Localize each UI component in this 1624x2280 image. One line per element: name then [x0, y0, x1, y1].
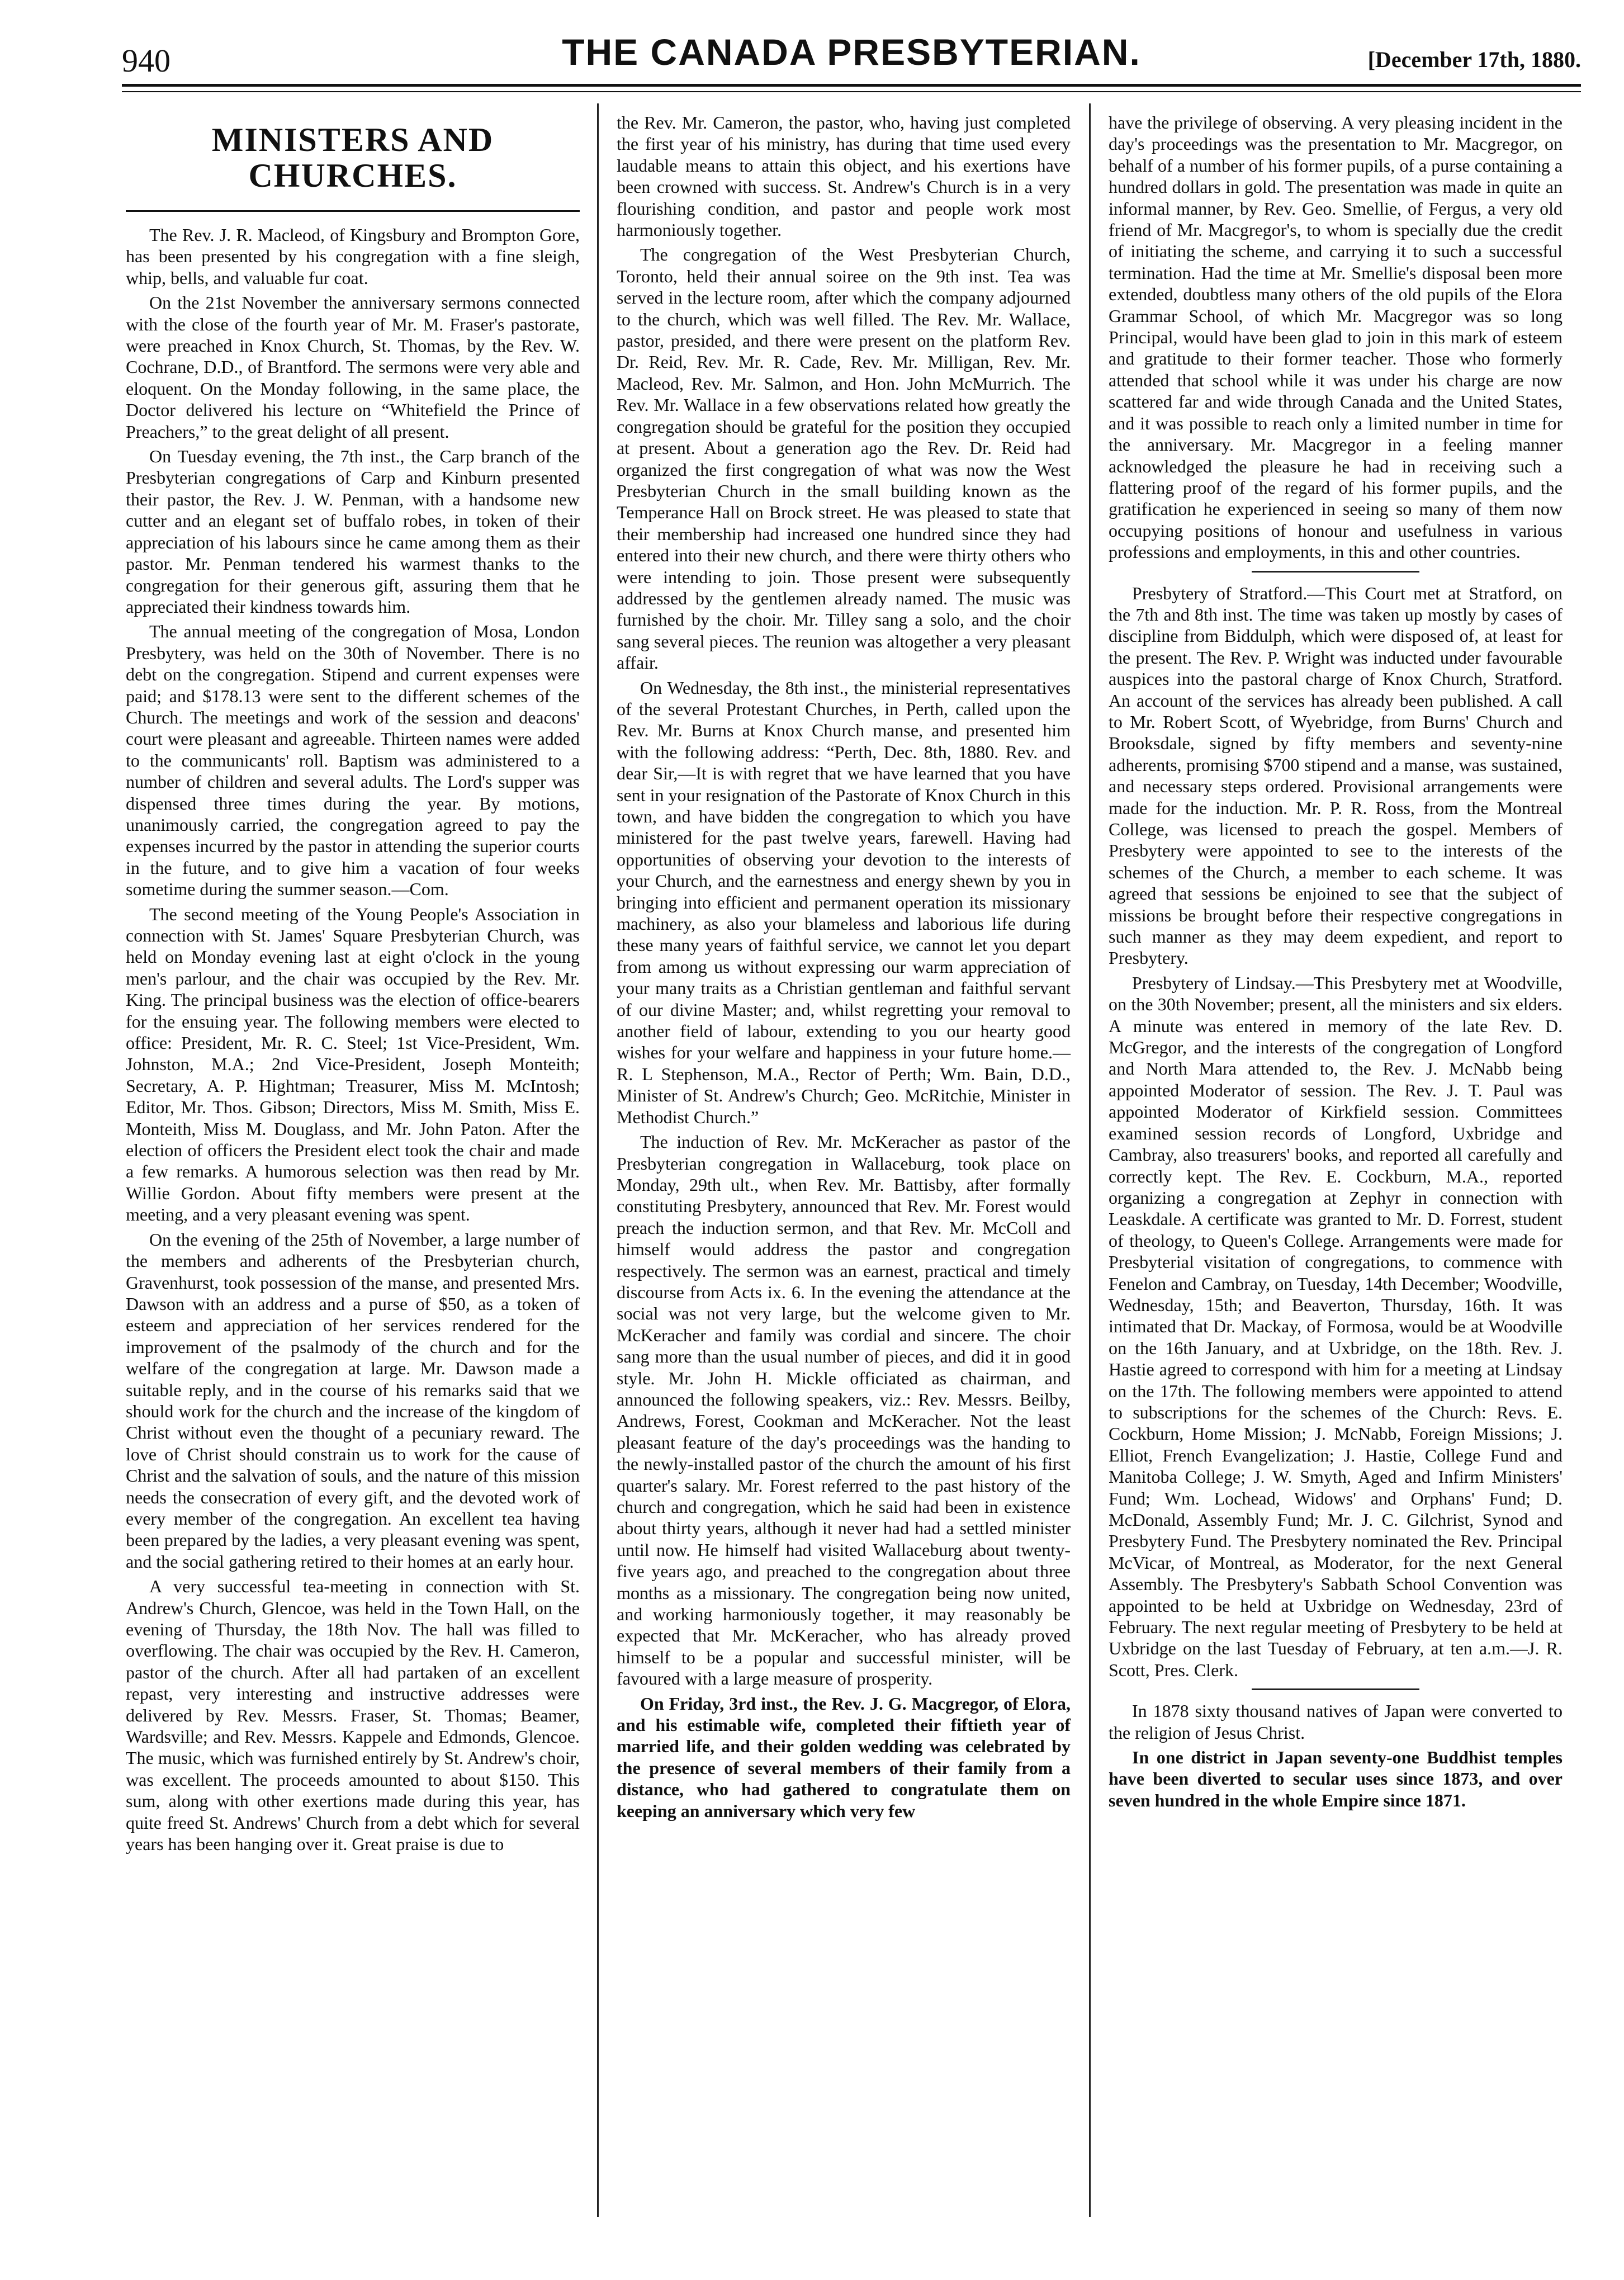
article-paragraph: On Friday, 3rd inst., the Rev. J. G. Macgregor, of Elora, and his estimable wife, completed their fiftieth year of married life, and their golden wedding was celebrated by the presence of several members of their family from a distance, who had gathered to congratulate them on keeping an anniversary which very few: [617, 1693, 1071, 1821]
article-divider: [1252, 571, 1419, 573]
publication-title: THE CANADA PRESBYTERIAN.: [562, 31, 1141, 73]
header-rule: [122, 84, 1581, 87]
article-divider: [1252, 1688, 1419, 1690]
page-header: [122, 31, 1581, 89]
page-number: 940: [122, 42, 171, 79]
news-item: In 1878 sixty thousand natives of Japan were converted to the religion of Jesus Christ.: [1109, 1701, 1563, 1743]
column-divider: [1089, 103, 1091, 2217]
article-paragraph: On Wednesday, the 8th inst., the ministerial representatives of the several Protestant Churches, in Perth, called upon the Rev. Mr. Burns at Knox Church manse, and presented him with the following address: “Perth, Dec. 8th, 1880. Rev. and dear Sir,—It is with regret that we have learned that you have sent in your resignation of the Pastorate of Knox Church in this town, and have bidden the congregation to which you have ministered for the past twelve years, farewell. Having had opportunities of observing your devotion to the interests of your Church, and the earnestness and energy shewn by you in bringing into efficient and permanent operation its missionary machinery, as also your blameless and laborious life during these many years of faithful service, we cannot let you depart from among us without expressing our warm appreciation of your many traits as a Christian gentleman and faithful servant of our divine Master; and, whilst regretting your removal to another field of labour, extending to you our hearty good wishes for your welfare and happiness in your future home.—R. L Stephenson, M.A., Rector of Perth; Wm. Bain, D.D., Minister of St. Andrew's Church; Geo. McRitchie, Minister in Methodist Church.”: [617, 677, 1071, 1127]
article-paragraph: On the 21st November the anniversary sermons connected with the close of the fourth year of Mr. M. Fraser's pastorate, were preached in Knox Church, St. Thomas, by the Rev. W. Cochrane, D.D., of Brantford. The sermons were very able and eloquent. On the Monday following, in the same place, the Doctor delivered his lecture on “Whitefield the Prince of Preachers,” to the great delight of all present.: [126, 292, 580, 442]
news-item: In one district in Japan seventy-one Buddhist temples have been diverted to secular uses since 1873, and over seven hundred in the whole Empire since 1871.: [1109, 1747, 1563, 1810]
presbytery-report: Presbytery of Lindsay.—This Presbytery met at Woodville, on the 30th November; present, all the ministers and six elders. A minute was entered in memory of the late Rev. D. McGregor, and the interests of the congregation of Longford and North Mara attended to, the Rev. J. McNabb being appointed Moderator of session. The Rev. J. T. Paul was appointed Moderator of Kirkfield session. Committees examined session records of Longford, Uxbridge and Cambray, also treasurers' books, and reported all carefully and correctly kept. The Rev. E. Cockburn, M.A., reported organizing a congregation at Zephyr in connection with Leaskdale. A certificate was granted to Mr. D. Forrest, student of theology, to Queen's College. Arrangements were made for Presbyterial visitation of congregations, to commence with Fenelon and Cambray, on Tuesday, 14th December; Woodville, Wednesday, 15th; and Beaverton, Thursday, 16th. It was intimated that Dr. Mackay, of Formosa, would be at Woodville on the 16th January, and at Uxbridge, on the 18th. Rev. J. Hastie agreed to correspond with him for a meeting at Lindsay on the 17th. The following members were appointed to attend to subscriptions for the schemes of the Church: Revs. E. Cockburn, Home Mission; J. McNabb, Foreign Missions; J. Elliot, French Evangelization; J. Hastie, College Fund and Manitoba College; J. W. Smyth, Aged and Infirm Ministers' Fund; Wm. Lochead, Widows' and Orphans' Fund; D. McDonald, Assembly Fund; Mr. J. C. Gilchrist, Synod and Presbytery Fund. The Presbytery nominated the Rev. Principal McVicar, of Montreal, as Moderator, for the next General Assembly. The Presbytery's Sabbath School Convention was appointed to be held at Uxbridge on Wednesday, 23rd of February. The next regular meeting of Presbytery to be held at Uxbridge on the last Tuesday of February, at ten a.m.—J. R. Scott, Pres. Clerk.: [1109, 972, 1563, 1680]
issue-date: [December 17th, 1880.: [1367, 47, 1581, 72]
article-paragraph: The second meeting of the Young People's Association in connection with St. James' Square Presbyterian Church, was held on Monday evening last at eight o'clock in the young men's parlour, and the chair was occupied by the Rev. Mr. King. The principal business was the election of office-bearers for the ensuing year. The following members were elected to office: President, Mr. R. C. Steel; 1st Vice-President, Wm. Johnston, M.A.; 2nd Vice-President, Joseph Monteith; Secretary, A. P. Hightman; Treasurer, Miss M. McIntosh; Editor, Mr. Thos. Gibson; Directors, Miss M. Smith, Miss E. Monteith, Miss M. Douglass, and Mr. John Paton. After the election of officers the President elect took the chair and made a few remarks. A humorous selection was then read by Mr. Willie Gordon. About fifty members were present at the meeting, and a very pleasant evening was spent.: [126, 904, 580, 1225]
article-paragraph: On Tuesday evening, the 7th inst., the Carp branch of the Presbyterian congregations of Carp and Kinburn presented their pastor, the Rev. J. W. Penman, with a handsome new cutter and an elegant set of buffalo robes, in token of their appreciation of his labours since he came among them as their pastor. Mr. Penman tendered his warmest thanks to the congregation for their generous gift, assuring them that he appreciated their kindness towards him.: [126, 446, 580, 617]
section-title: MINISTERS AND CHURCHES.: [211, 121, 494, 194]
column-3: [1109, 112, 1563, 1814]
article-paragraph: A very successful tea-meeting in connection with St. Andrew's Church, Glencoe, was held in the Town Hall, on the evening of Thursday, the 18th Nov. The hall was filled to overflowing. The chair was occupied by the Rev. H. Cameron, pastor of the church. After all had partaken of an excellent repast, very interesting and instructive addresses were delivered by Rev. Messrs. Fraser, St. Thomas; Beamer, Wardsville; and Rev. Messrs. Kappele and Edmonds, Glencoe. The music, which was furnished entirely by St. Andrew's choir, was excellent. The proceeds amounted to about $150. This sum, along with other exertions made during this year, has quite freed St. Andrews' Church from a debt which for several years has been hanging over it. Great praise is due to: [126, 1576, 580, 1855]
article-paragraph: have the privilege of observing. A very pleasing incident in the day's proceedings was the presentation to Mr. Macgregor, on behalf of a number of his former pupils, of a purse containing a hundred dollars in gold. The presentation was made in quite an informal manner, by Rev. Geo. Smellie, of Fergus, a very old friend of Mr. Macgregor's, to whom is specially due the credit of initiating the scheme, and carrying it to such a successful termination. Had the time at Mr. Smellie's disposal been more extended, doubtless many others of the old pupils of the Elora Grammar School, of which Mr. Macgregor was so long Principal, would have been glad to join in this mark of esteem and gratitude to their former teacher. Those who formerly attended that school while it was under his charge are now scattered far and wide through Canada and the United States, and it was possible to reach only a limited number in time for the anniversary. Mr. Macgregor in a feeling manner acknowledged the pleasure he had in receiving such a flattering proof of the regard of his former pupils, and the gratification he experienced in seeing so many of them now occupying positions of honour and usefulness in various professions and employments, in this and other countries.: [1109, 112, 1563, 562]
article-paragraph: On the evening of the 25th of November, a large number of the members and adherents of the Presbyterian church, Gravenhurst, took possession of the manse, and presented Mrs. Dawson with an address and a purse of $50, as a token of esteem and appreciation of her services rendered for the improvement of the psalmody of the church and for the welfare of the congregation at large. Mr. Dawson made a suitable reply, and in the course of his remarks said that we should work for the church and the increase of the kingdom of Christ without even the thought of a pecuniary reward. The love of Christ should constrain us to work for the cause of Christ and the salvation of souls, and the nature of this mission needs the consecration of every gift, and the devoted work of every member of the congregation. An excellent tea having been prepared by the ladies, a very pleasant evening was spent, and the social gathering retired to their homes at an early hour.: [126, 1229, 580, 1572]
header-rule-thin: [122, 91, 1581, 92]
column-divider: [597, 103, 599, 2217]
article-paragraph: The congregation of the West Presbyterian Church, Toronto, held their annual soiree on the 9th inst. Tea was served in the lecture room, after which the company adjourned to the church, which was well filled. The Rev. Mr. Wallace, pastor, presided, and there were present on the platform Rev. Dr. Reid, Rev. Mr. R. Cade, Rev. Mr. Milligan, Rev. Mr. Macleod, Rev. Mr. Salmon, and Hon. John McMurrich. The Rev. Mr. Wallace in a few observations related how greatly the congregation should be grateful for the position they occupied at present. About a generation ago the Rev. Dr. Reid had organized the first congregation of what was now the West Presbyterian Church in the small building known as the Temperance Hall on Brock street. He was pleased to state that their membership had increased one hundred since they had entered into their new church, and there were thirty others who were intending to join. Those present were subsequently addressed by the gentlemen already named. The music was furnished by the choir. Mr. Tilley sang a solo, and the choir sang several pieces. The reunion was altogether a very pleasant affair.: [617, 244, 1071, 673]
presbytery-report: Presbytery of Stratford.—This Court met at Stratford, on the 7th and 8th inst. The time was taken up mostly by cases of discipline from Biddulph, which were disposed of, at least for the present. The Rev. P. Wright was inducted under favourable auspices into the pastoral charge of Knox Church, Stratford. An account of the services has already been published. A call to Mr. Robert Scott, of Wyebridge, from Burns' Church and Brooksdale, signed by fifty members and seventy-nine adherents, promising $700 stipend and a manse, was sustained, and necessary steps ordered. Provisional arrangements were made for the induction. Mr. P. R. Ross, from the Montreal College, was licensed to preach the gospel. Members of Presbytery were appointed to see to the interests of the schemes of the Church, a member to each scheme. It was agreed that sessions be enjoined to see that the subject of missions be brought before their respective congregations in such manner as they may deem expedient, and report to Presbytery.: [1109, 583, 1563, 968]
column-1: [126, 112, 580, 1858]
article-paragraph: the Rev. Mr. Cameron, the pastor, who, having just completed the first year of his ministry, has during that time used every laudable means to attain this object, and his exertions have been crowned with success. St. Andrew's Church is in a very flourishing condition, and pastor and people work most harmoniously together.: [617, 112, 1071, 240]
title-rule: [126, 210, 580, 212]
article-paragraph: The annual meeting of the congregation of Mosa, London Presbytery, was held on the 30th of November. There is no debt on the congregation. Stipend and current expenses were paid; and $178.13 were sent to the different schemes of the Church. The meetings and work of the session and deacons' court were pleasant and agreeable. Thirteen names were added to the communicants' roll. Baptism was administered to a number of children and several adults. The Lord's supper was dispensed three times during the year. By motions, unanimously carried, the congregation agreed to pay the expenses incurred by the pastor in attending the superior courts in the future, and to give him a vacation of four weeks sometime during the summer season.—Com.: [126, 621, 580, 900]
column-2: [617, 112, 1071, 1825]
article-paragraph: The induction of Rev. Mr. McKeracher as pastor of the Presbyterian congregation in Wallaceburg, took place on Monday, 29th ult., when Rev. Mr. Battisby, after formally constituting Presbytery, announced that Rev. Mr. Forest would preach the induction sermon, and that Rev. Mr. McColl and himself would address the pastor and congregation respectively. The sermon was an earnest, practical and timely discourse from Acts ix. 6. In the evening the attendance at the social was not very large, but the welcome given to Mr. McKeracher and family was cordial and sincere. The choir sang more than the usual number of pieces, and did it in good style. Mr. John H. Mickle officiated as chairman, and announced the following speakers, viz.: Rev. Messrs. Beilby, Andrews, Forest, Cookman and McKeracher. Not the least pleasant feature of the day's proceedings was the handing to the newly-installed pastor of the church the amount of his first quarter's salary. Mr. Forest referred to the past history of the church and congregation, which he said had been in existence about thirty years, although it never had had a settled minister until now. He himself had visited Wallaceburg about twenty-five years ago, and preached to the congregation about three months as a missionary. The congregation being now united, and working harmoniously together, it may reasonably be expected that Mr. McKeracher, who has already proved himself to be a popular and successful minister, will be favoured with a large measure of prosperity.: [617, 1132, 1071, 1689]
article-paragraph: The Rev. J. R. Macleod, of Kingsbury and Brompton Gore, has been presented by his congregation with a fine sleigh, whip, bells, and valuable fur coat.: [126, 225, 580, 288]
